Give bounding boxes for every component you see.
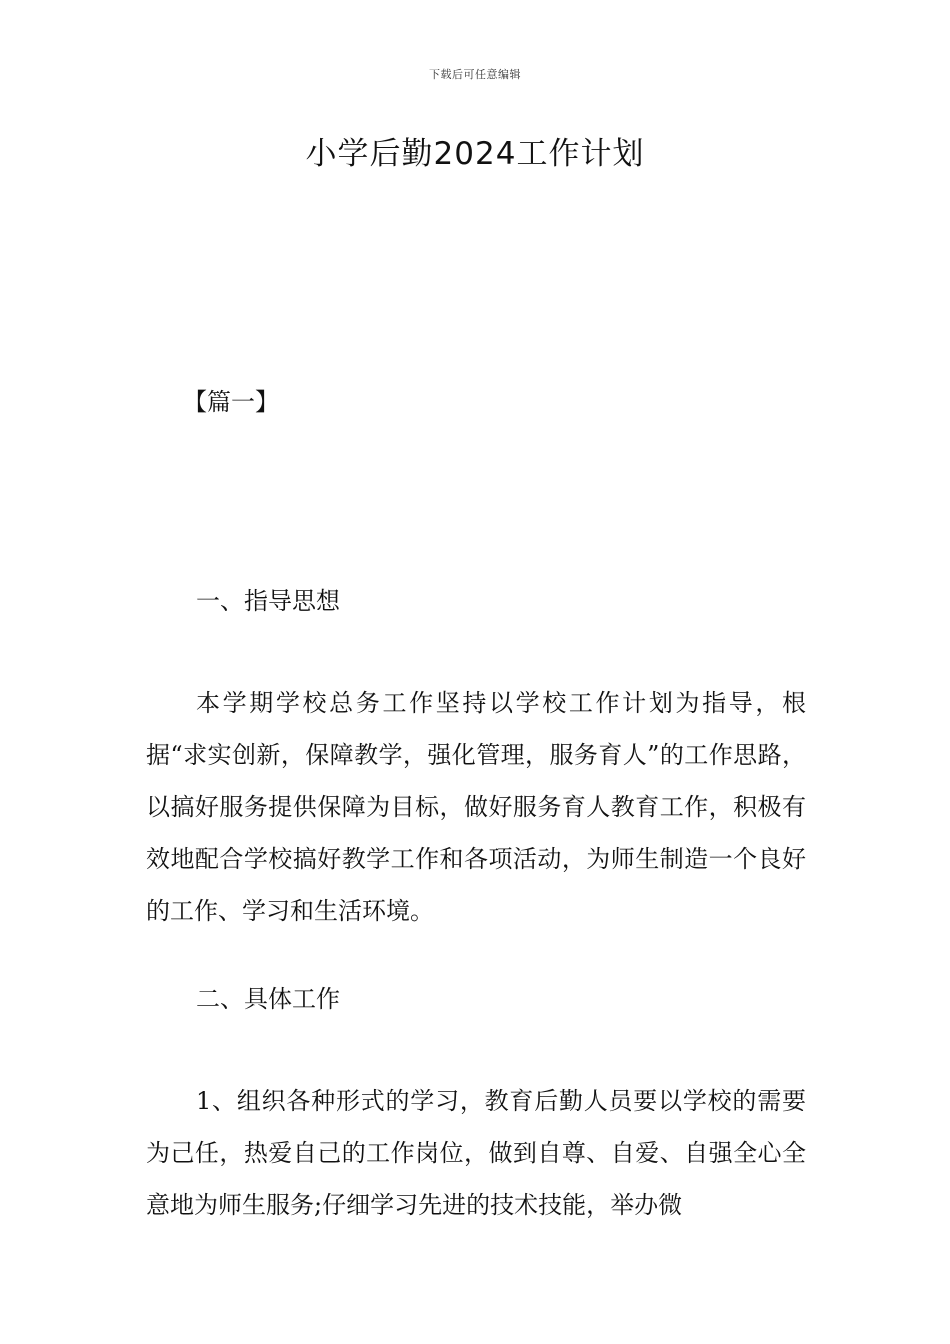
paragraph-guiding-ideology: 本学期学校总务工作坚持以学校工作计划为指导，根据“求实创新，保障教学，强化管理，服务育人”的工作思路，以搞好服务提供保障为目标，做好服务育人教育工作，积极有效地配合学校搞好教学工作和各项活动，为师生制造一个良好的工作、学习和生活环境。 [146,689,806,925]
document-title: 小学后勤2024工作计划 [305,136,645,172]
header-note: 下载后可任意编辑 [429,68,521,81]
paragraph-specific-work: 1、组织各种形式的学习，教育后勤人员要以学校的需要为己任，热爱自己的工作岗位，做到自尊、自爱、自强全心全意地为师生服务;仔细学习先进的技术技能，举办微 [146,1087,806,1219]
section-heading-guiding-ideology: 一、指导思想 [196,587,340,615]
section-heading-specific-work: 二、具体工作 [196,985,340,1013]
section-tag: 【篇一】 [183,388,279,416]
